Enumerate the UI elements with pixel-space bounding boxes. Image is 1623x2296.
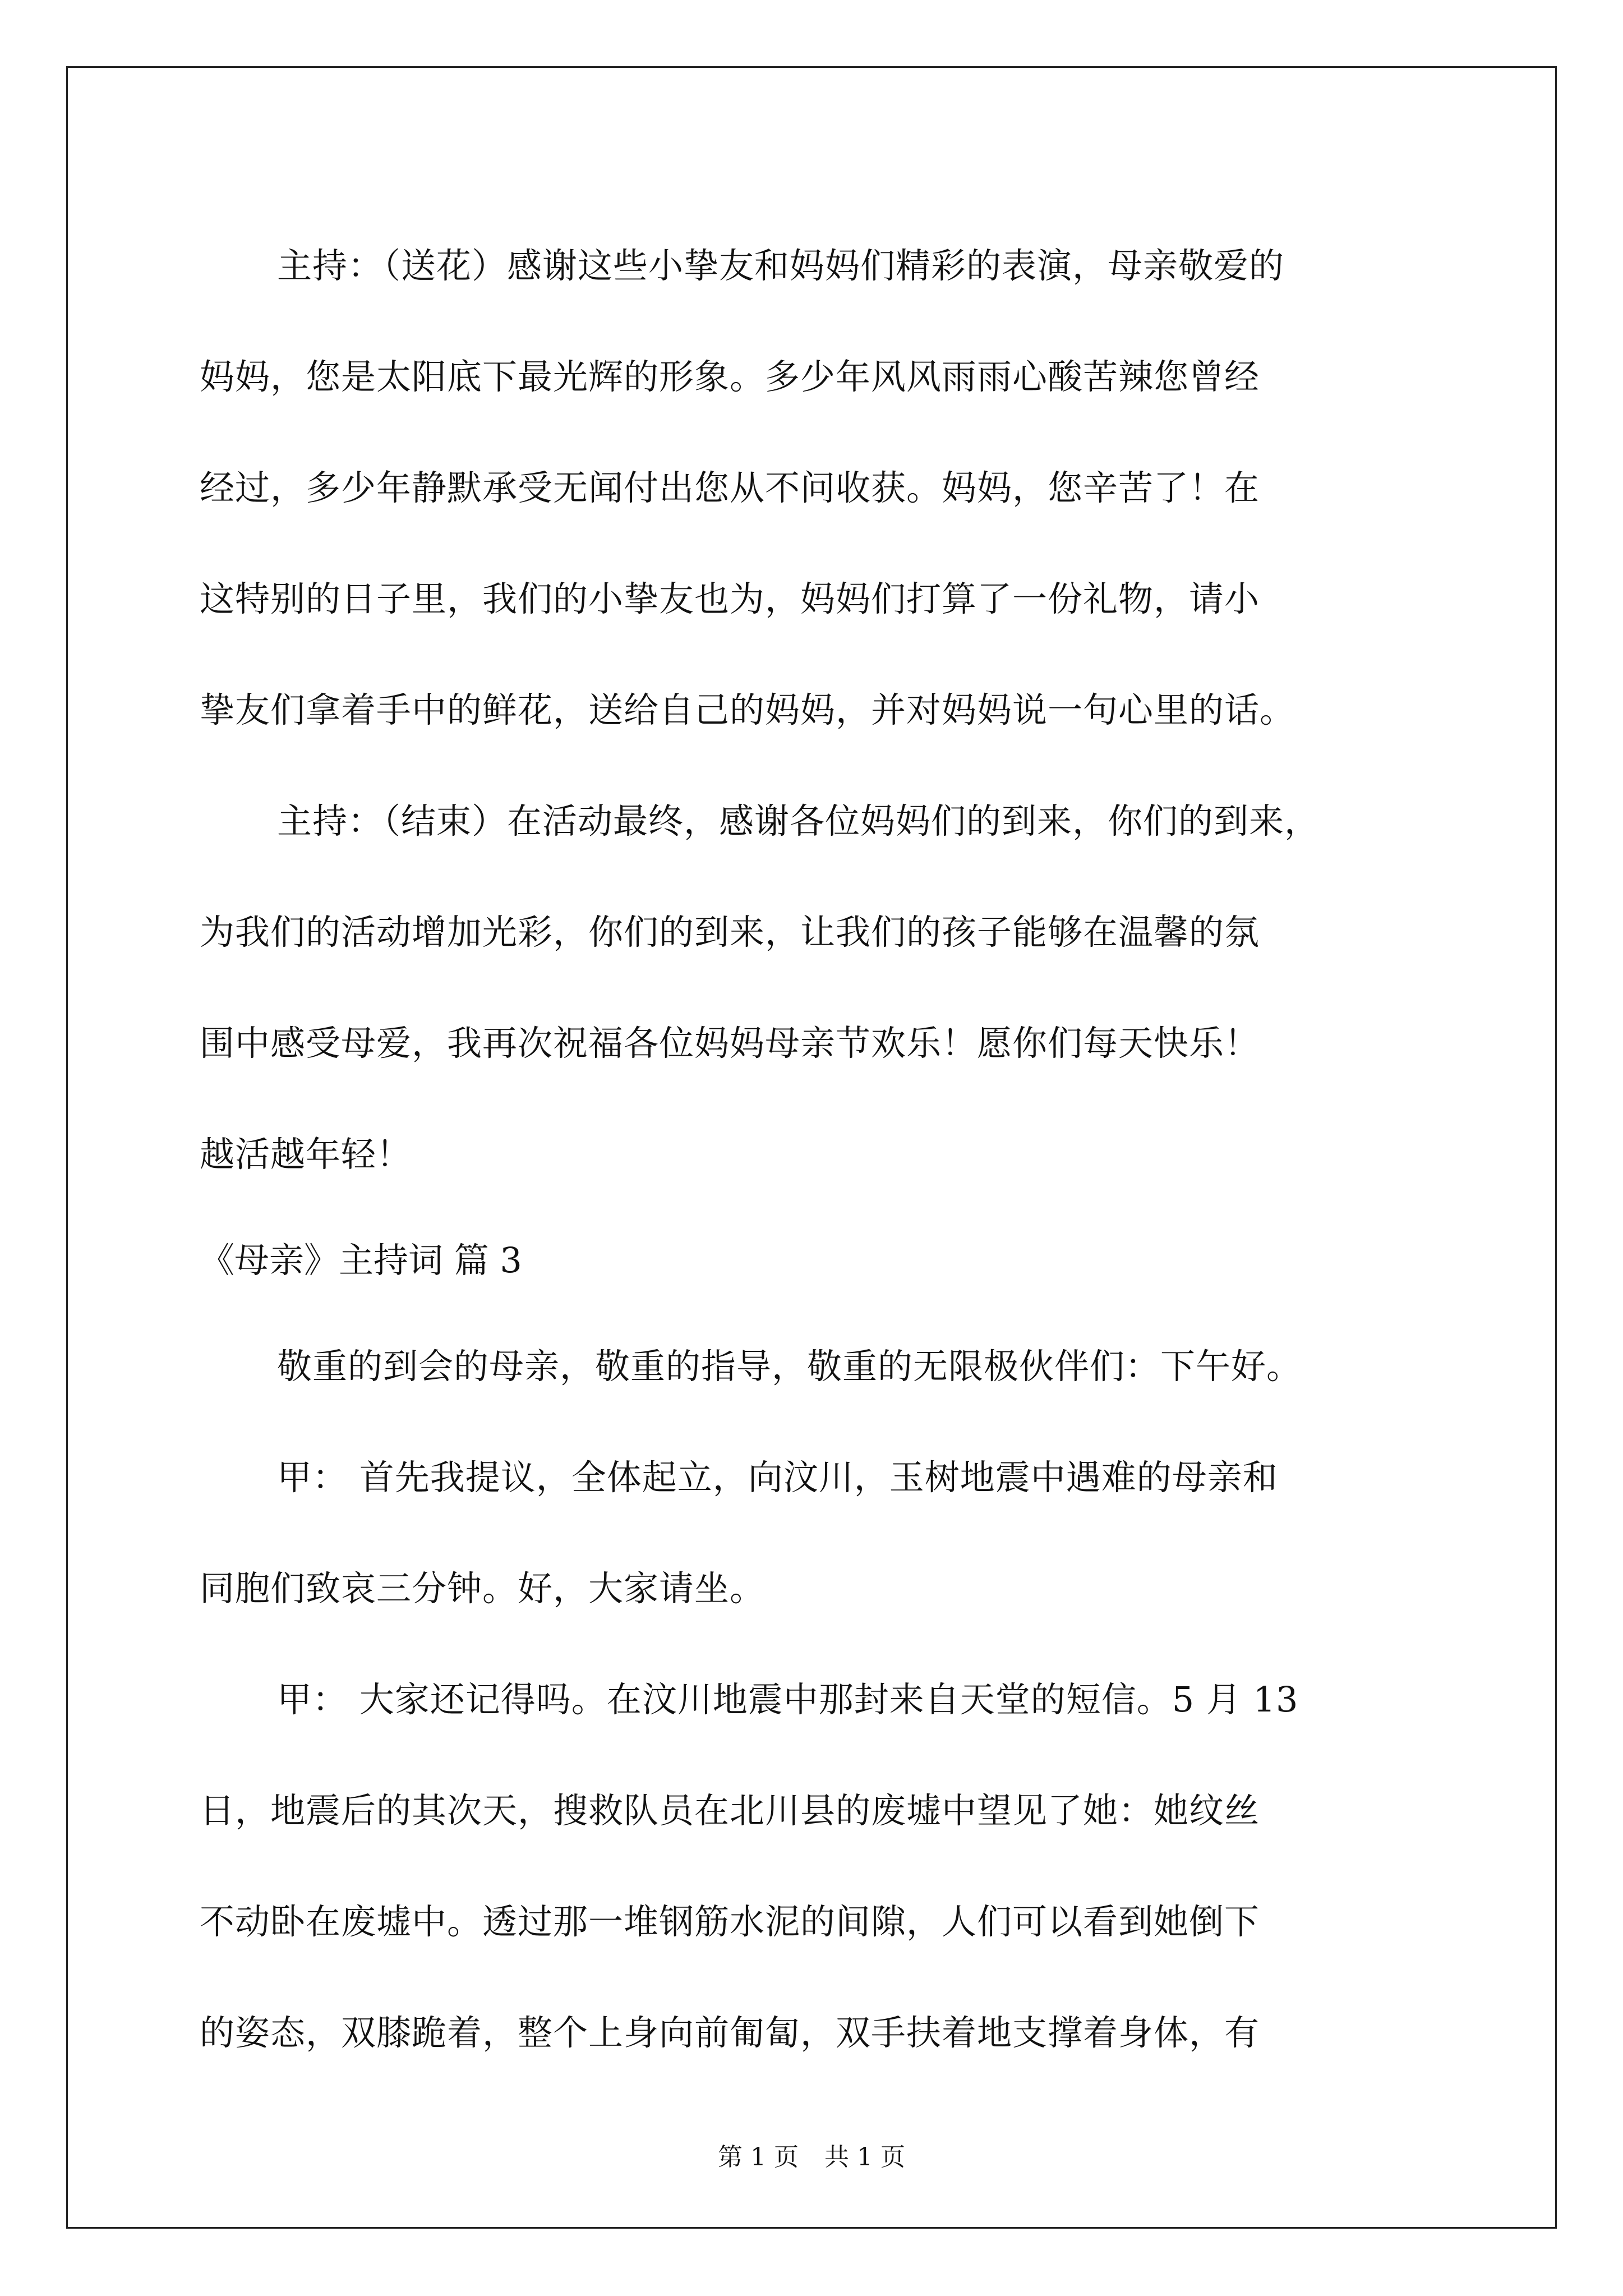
text-line: 的姿态，双膝跪着，整个上身向前匍匐，双手扶着地支撑着身体，有 — [200, 2012, 1260, 2053]
text-line: 主持：（结束）在活动最终，感谢各位妈妈们的到来，你们的到来， — [277, 800, 1320, 841]
text-line: 为我们的活动增加光彩，你们的到来，让我们的孩子能够在温馨的氛 — [200, 912, 1260, 953]
text-line: 甲： 大家还记得吗。在汶川地震中那封来自天堂的短信。5 月 13 — [277, 1679, 1299, 1720]
paragraph-closing — [200, 766, 1433, 1210]
text-line: 这特别的日子里，我们的小挚友也为，妈妈们打算了一份礼物，请小 — [200, 578, 1260, 619]
text-line: 日，地震后的其次天，搜救队员在北川县的废墟中望见了她：她纹丝 — [200, 1790, 1260, 1831]
paragraph-greeting — [200, 1311, 1433, 1422]
text-line: 敬重的到会的母亲，敬重的指导，敬重的无限极伙伴们：下午好。 — [277, 1346, 1302, 1387]
text-line: 同胞们致哀三分钟。好，大家请坐。 — [200, 1568, 766, 1609]
text-line: 主持：（送花）感谢这些小挚友和妈妈们精彩的表演，母亲敬爱的 — [277, 245, 1285, 286]
text-line: 经过，多少年静默承受无闻付出您从不问收获。妈妈，您辛苦了！在 — [200, 467, 1260, 508]
text-line: 不动卧在废墟中。透过那一堆钢筋水泥的间隙，人们可以看到她倒下 — [200, 1901, 1260, 1942]
page-number-current: 第 1 页 — [718, 2143, 799, 2171]
paragraph-flower-presentation — [200, 210, 1433, 766]
paragraph-earthquake-story — [200, 1644, 1433, 2088]
text-line: 甲： 首先我提议，全体起立，向汶川，玉树地震中遇难的母亲和 — [277, 1457, 1278, 1498]
section-heading: 《母亲》主持词 篇 3 — [200, 1240, 522, 1281]
text-line: 挚友们拿着手中的鲜花，送给自己的妈妈，并对妈妈说一句心里的话。 — [200, 689, 1295, 730]
page-number-total: 共 1 页 — [824, 2143, 905, 2171]
text-line: 妈妈，您是太阳底下最光辉的形象。多少年风风雨雨心酸苦辣您曾经 — [200, 356, 1260, 397]
document-body — [200, 210, 1433, 2088]
page-footer — [0, 2141, 1623, 2174]
paragraph-silence — [200, 1422, 1433, 1644]
text-line: 围中感受母爱，我再次祝福各位妈妈母亲节欢乐！愿你们每天快乐！ — [200, 1023, 1260, 1064]
text-line: 越活越年轻！ — [200, 1134, 412, 1175]
